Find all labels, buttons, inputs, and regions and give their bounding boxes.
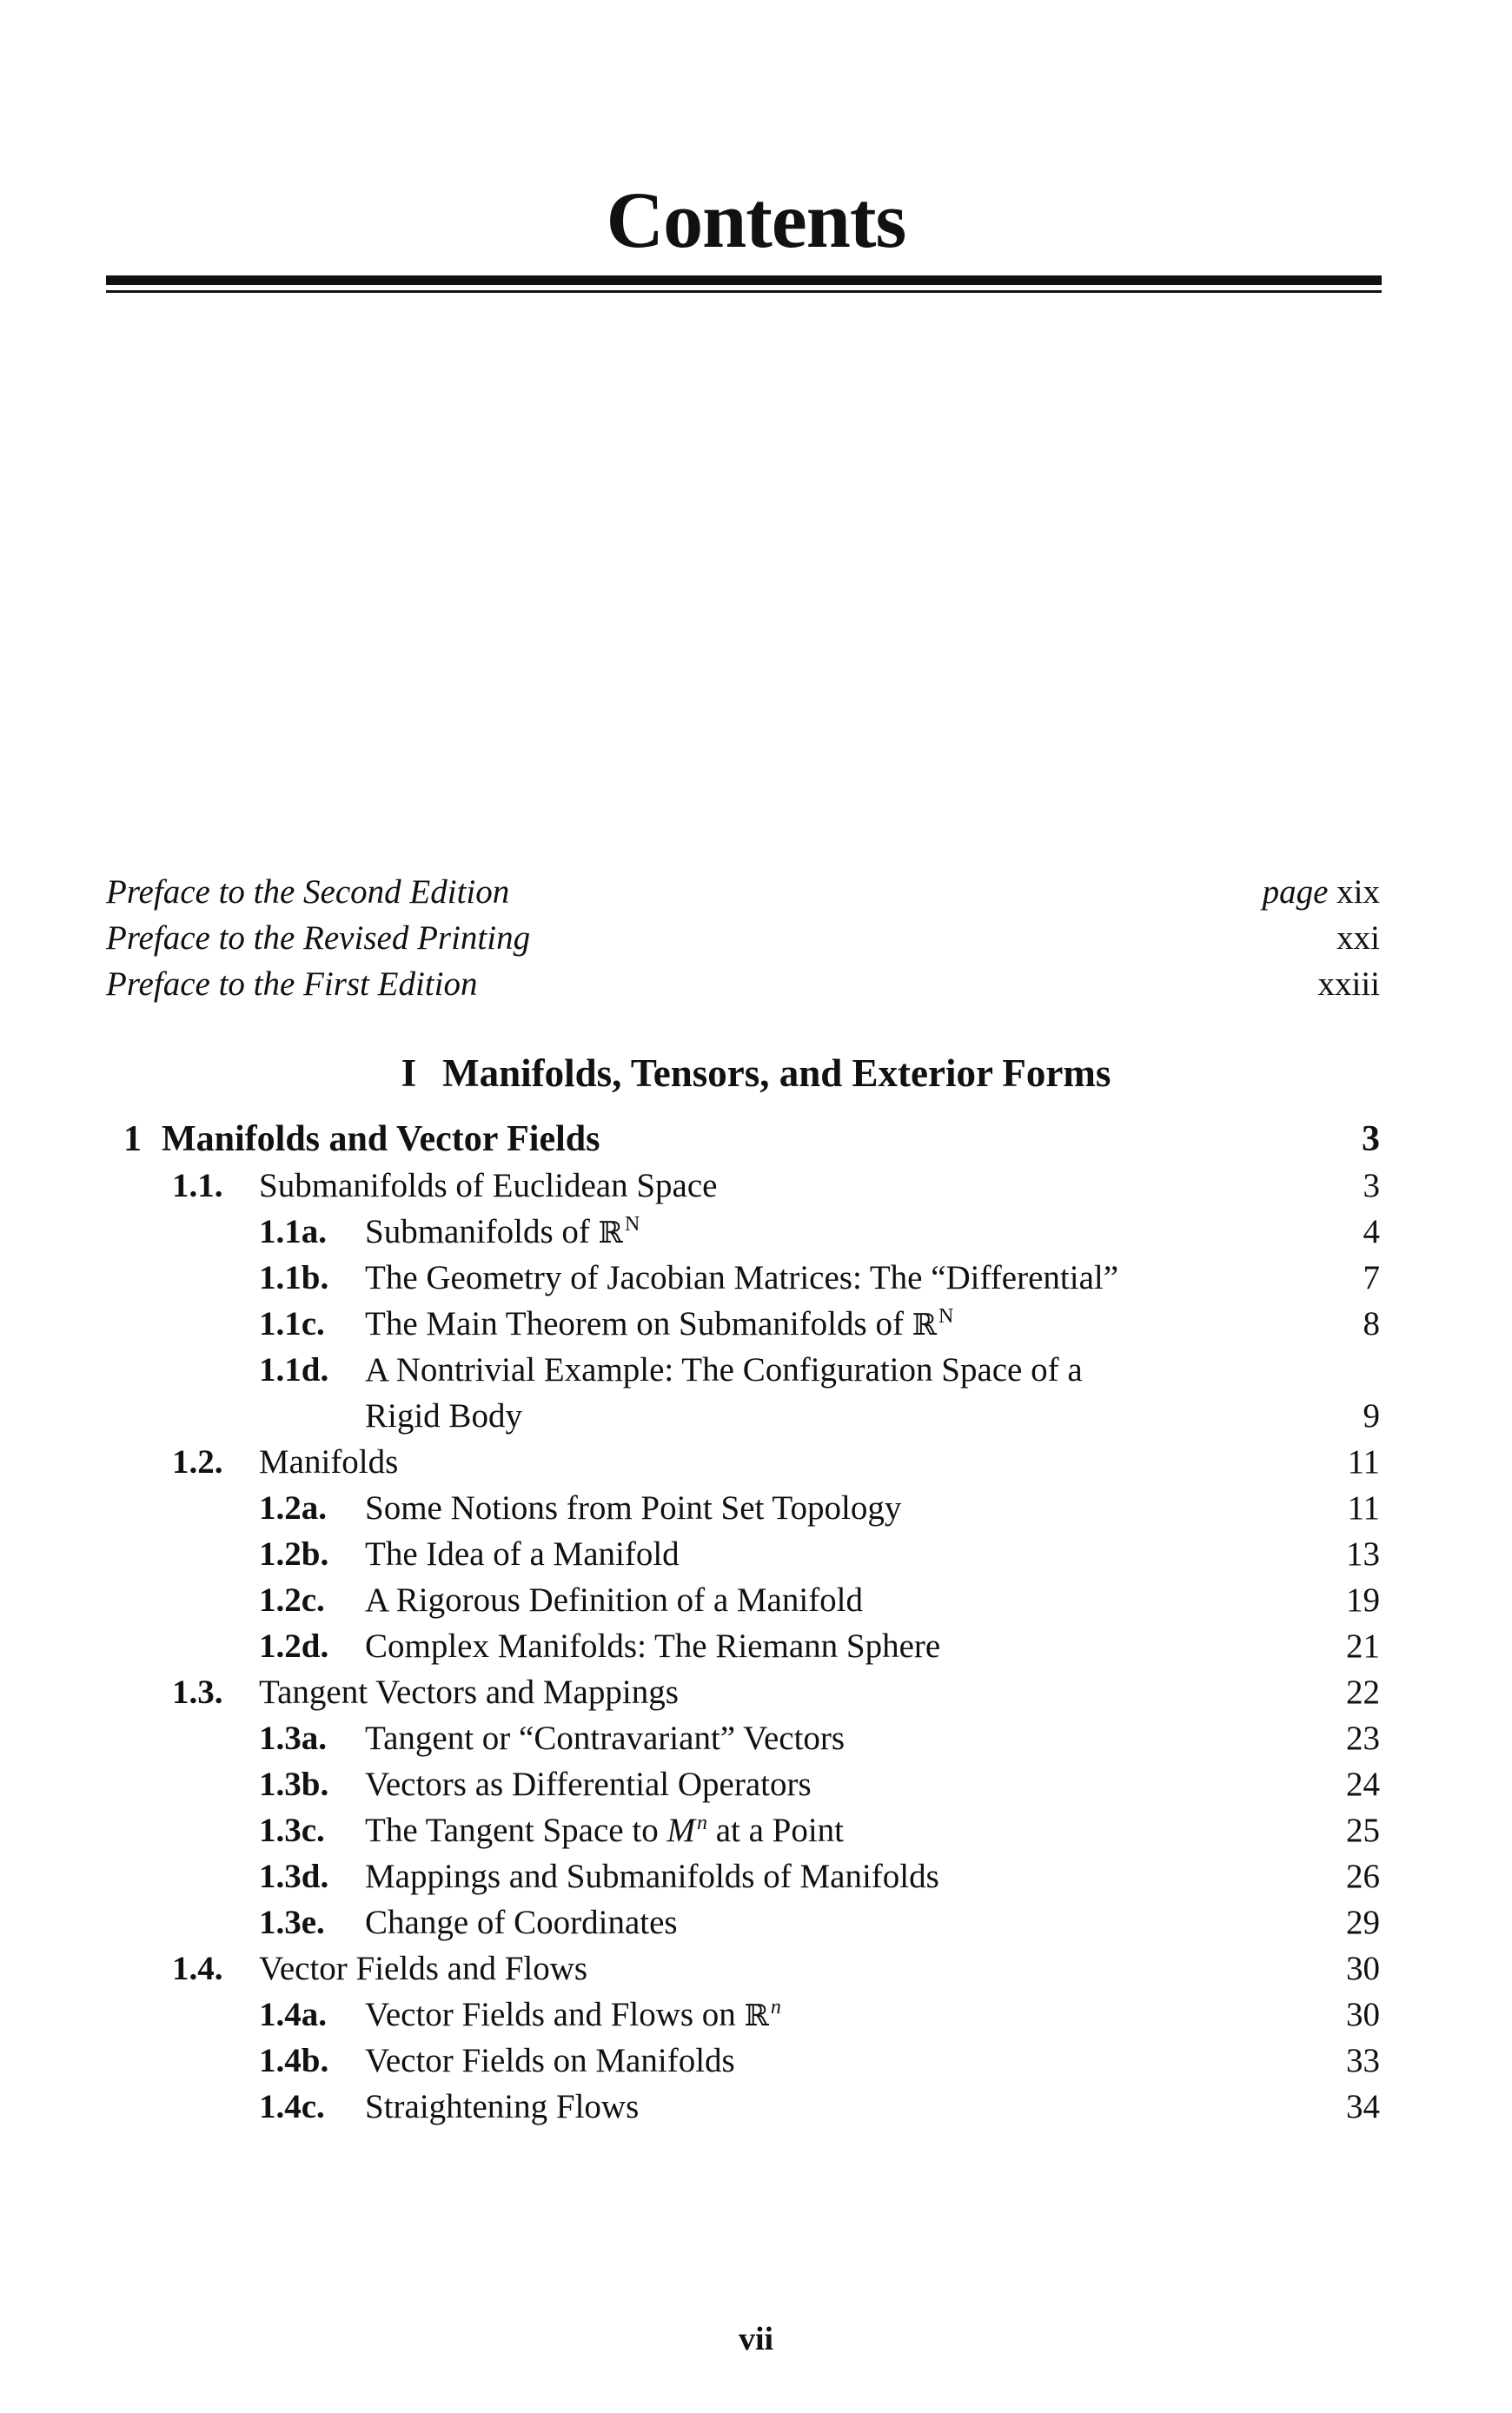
subsection-title: A Nontrivial Example: The Configuration Space of a (365, 1351, 1083, 1389)
subsection-number: 1.2d. (259, 1627, 329, 1665)
subsection-entry[interactable] (0, 1531, 1512, 1578)
subsection-title-continuation: Rigid Body (365, 1397, 522, 1435)
subsection-title: Complex Manifolds: The Riemann Sphere (365, 1627, 941, 1665)
subsection-entry[interactable] (0, 1577, 1512, 1624)
title-rule-thick (106, 275, 1382, 285)
subsection-title: Mappings and Submanifolds of Manifolds (365, 1858, 939, 1895)
subsection-number: 1.1d. (259, 1351, 329, 1389)
subsection-number: 1.1c. (259, 1305, 325, 1342)
math-superscript: n (696, 1812, 707, 1834)
subsection-title: Change of Coordinates (365, 1904, 678, 1941)
subsection-number: 1.2c. (259, 1581, 325, 1619)
title-rule-thin (106, 290, 1382, 293)
subsection-number: 1.1a. (259, 1213, 327, 1250)
subsection-title: Straightening Flows (365, 2088, 640, 2125)
page-number: 30 (1346, 1996, 1380, 2033)
subsection-number: 1.3e. (259, 1904, 325, 1941)
page-number: 11 (1347, 1489, 1380, 1527)
page-number: 24 (1346, 1766, 1380, 1803)
page-number: 29 (1346, 1904, 1380, 1941)
math-superscript: N (938, 1305, 954, 1328)
subsection-entry[interactable] (0, 2038, 1512, 2085)
subsection-title: The Geometry of Jacobian Matrices: The “Differential” (365, 1259, 1119, 1296)
page-number: 33 (1346, 2042, 1380, 2079)
page-number: 22 (1346, 1674, 1380, 1711)
page-number: 7 (1363, 1259, 1380, 1296)
page-number: xxiii (1317, 965, 1380, 1003)
math-symbol: ℝ (598, 1216, 623, 1250)
subsection-title: The Idea of a Manifold (365, 1535, 680, 1573)
section-title: Submanifolds of Euclidean Space (259, 1167, 718, 1204)
page-number: 13 (1346, 1535, 1380, 1573)
subsection-title: The Tangent Space to $M^n$ at a Point (365, 1812, 845, 1849)
page-number: 26 (1346, 1858, 1380, 1895)
section-entry[interactable] (0, 1163, 1512, 1210)
section-number: 1.3. (172, 1674, 223, 1711)
page-number: 3 (1363, 1167, 1380, 1204)
subsection-title: Some Notions from Point Set Topology (365, 1489, 902, 1527)
math-superscript: n (770, 1996, 781, 2019)
part-number: I (401, 1051, 417, 1095)
subsection-entry[interactable] (0, 1807, 1512, 1854)
subsection-title: The Main Theorem on Submanifolds of ℝ$^N$ (365, 1305, 954, 1342)
preface-title: Preface to the Second Edition (106, 873, 510, 911)
page-prefix: page (1262, 873, 1329, 911)
section-title: Manifolds (259, 1443, 399, 1481)
section-number: 1.2. (172, 1443, 223, 1481)
subsection-entry[interactable] (0, 1761, 1512, 1808)
section-entry[interactable] (0, 1669, 1512, 1716)
subsection-entry[interactable] (0, 1623, 1512, 1670)
part-title: Manifolds, Tensors, and Exterior Forms (442, 1051, 1111, 1095)
preface-title: Preface to the First Edition (106, 965, 478, 1003)
math-symbol: ℝ (912, 1308, 937, 1342)
preface-entry[interactable] (0, 961, 1512, 1008)
subsection-number: 1.1b. (259, 1259, 329, 1296)
page-number: 30 (1346, 1950, 1380, 1987)
subsection-entry[interactable] (0, 1301, 1512, 1348)
page-number: 9 (1363, 1397, 1380, 1435)
subsection-number: 1.3c. (259, 1812, 325, 1849)
section-title: Vector Fields and Flows (259, 1950, 588, 1987)
subsection-entry[interactable] (0, 1715, 1512, 1762)
page-number: 19 (1346, 1581, 1380, 1619)
section-number: 1.1. (172, 1167, 223, 1204)
subsection-entry-continuation[interactable] (0, 1393, 1512, 1440)
subsection-entry[interactable] (0, 1485, 1512, 1532)
page-number: xxi (1336, 919, 1380, 957)
preface-title: Preface to the Revised Printing (106, 919, 531, 957)
section-entry[interactable] (0, 1946, 1512, 1992)
preface-page (1263, 869, 1380, 916)
page-number: xix (1336, 873, 1380, 911)
subsection-number: 1.4b. (259, 2042, 329, 2079)
subsection-title: Vectors as Differential Operators (365, 1766, 812, 1803)
subsection-title: Tangent or “Contravariant” Vectors (365, 1720, 846, 1757)
math-symbol: ℝ (744, 1999, 769, 2033)
math-symbol: M (666, 1812, 695, 1849)
subsection-entry[interactable] (0, 1347, 1512, 1394)
subsection-entry[interactable] (0, 1899, 1512, 1946)
part-heading[interactable] (0, 1043, 1512, 1104)
subsection-number: 1.2a. (259, 1489, 327, 1527)
page-title: Contents (606, 176, 906, 264)
subsection-entry[interactable] (0, 1992, 1512, 2038)
page-number: 25 (1346, 1812, 1380, 1849)
page-number: 23 (1346, 1720, 1380, 1757)
subsection-number: 1.4c. (259, 2088, 325, 2125)
math-superscript: N (624, 1213, 640, 1236)
subsection-number: 1.3a. (259, 1720, 327, 1757)
subsection-title: A Rigorous Definition of a Manifold (365, 1581, 864, 1619)
page-folio: vii (738, 2321, 774, 2357)
page-number: 11 (1347, 1443, 1380, 1481)
section-number: 1.4. (172, 1950, 223, 1987)
preface-entry[interactable] (0, 869, 1512, 916)
page-number: 8 (1363, 1305, 1380, 1342)
page-number: 34 (1346, 2088, 1380, 2125)
subsection-number: 1.4a. (259, 1996, 327, 2033)
preface-entry[interactable] (0, 915, 1512, 962)
chapter-title: Manifolds and Vector Fields (162, 1119, 600, 1159)
section-title: Tangent Vectors and Mappings (259, 1674, 679, 1711)
subsection-title: Submanifolds of ℝ$^N$ (365, 1213, 640, 1250)
subsection-entry[interactable] (0, 2084, 1512, 2131)
subsection-entry[interactable] (0, 1255, 1512, 1302)
subsection-number: 1.2b. (259, 1535, 329, 1573)
chapter-entry[interactable] (0, 1116, 1512, 1163)
subsection-number: 1.3b. (259, 1766, 329, 1803)
subsection-number: 1.3d. (259, 1858, 329, 1895)
section-entry[interactable] (0, 1439, 1512, 1486)
page-number: 4 (1363, 1213, 1380, 1250)
page-number: 3 (1362, 1119, 1380, 1159)
chapter-number: 1 (123, 1119, 142, 1159)
subsection-title: Vector Fields and Flows on ℝ$^n$ (365, 1996, 781, 2033)
subsection-entry[interactable] (0, 1209, 1512, 1256)
subsection-title: Vector Fields on Manifolds (365, 2042, 735, 2079)
subsection-entry[interactable] (0, 1853, 1512, 1900)
page-number: 21 (1346, 1627, 1380, 1665)
